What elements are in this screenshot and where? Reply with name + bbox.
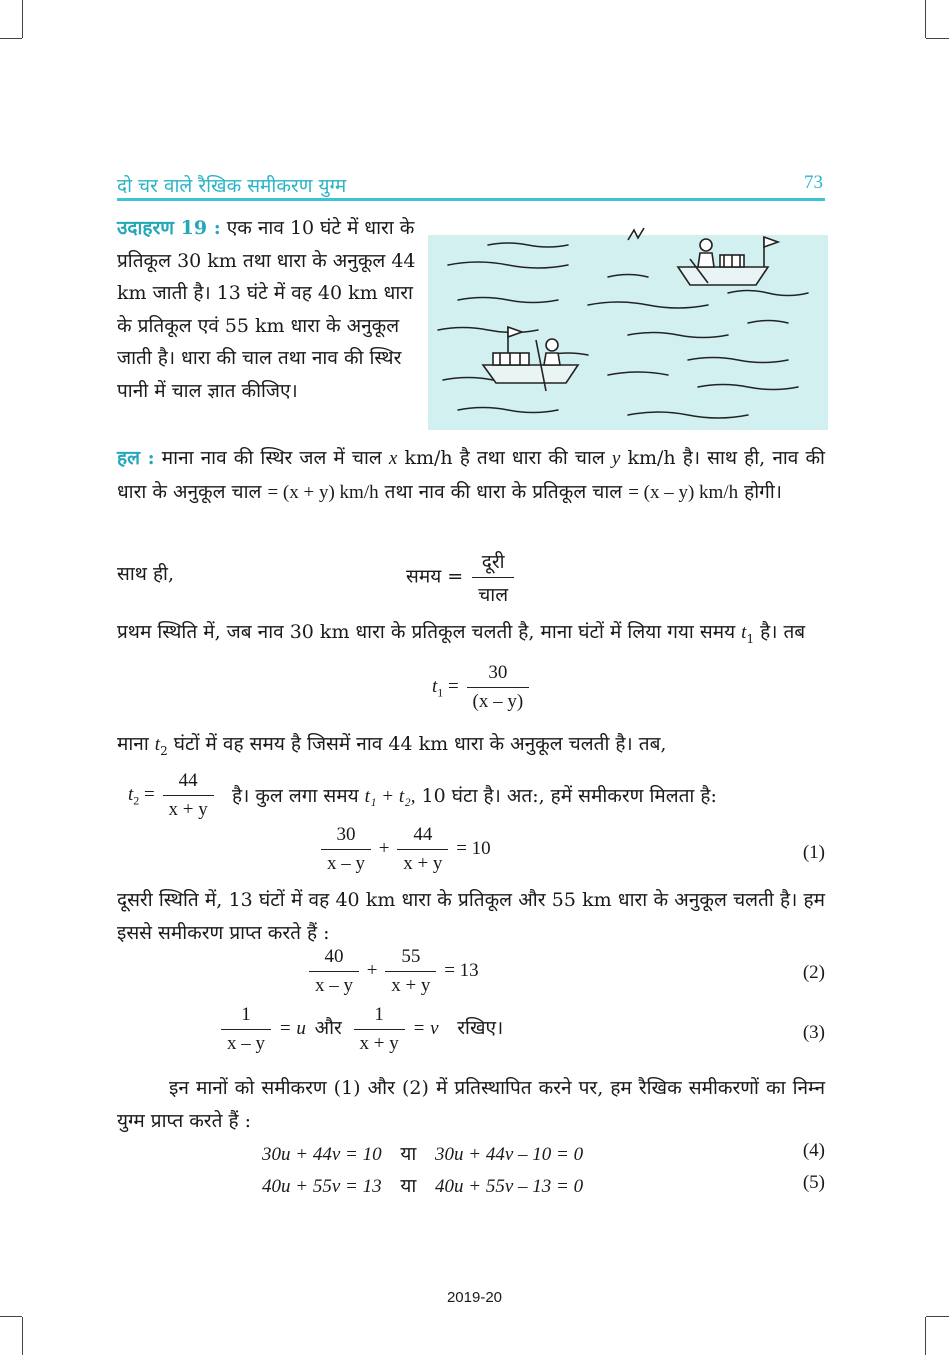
also-label: साथ ही,: [117, 563, 174, 585]
solution-para-2: प्रथम स्थिति में, जब नाव 30 km धारा के प्रतिकूल चलती है, माना घंटों में लिया गया समय $t_1$ है। तब: [117, 621, 806, 646]
equation-5: 40u + 55v = 13 या 40u + 55v – 13 = 0: [262, 1175, 584, 1197]
crop-mark: [0, 38, 22, 39]
crop-mark: [0, 1316, 22, 1317]
equation-3: $\frac{1}{x - y}$ = u और $\frac{1}{x + y}$ = v रखिए।: [218, 1004, 503, 1055]
equation-4: 30u + 44v = 10 या 30u + 44v – 10 = 0: [262, 1143, 584, 1165]
footer-year: 2019-20: [446, 1289, 503, 1306]
boats-illustration: [428, 205, 828, 430]
page-number: 73: [804, 172, 823, 193]
equation-1: $\frac{30}{x - y}$ + $\frac{44}{x + y}$ = 10: [318, 824, 491, 875]
example-statement: [117, 212, 423, 407]
equation-4-number: (4): [802, 1140, 825, 1161]
solution-para-3: माना $t_2$ घंटों में वह समय है जिसमें नाव 44 km धारा के अनुकूल चलती है। तब,: [117, 733, 667, 758]
header-rule: [117, 198, 825, 201]
crop-mark: [925, 1317, 926, 1355]
crop-mark: [22, 0, 23, 38]
chapter-title: दो चर वाले रैखिक समीकरण युग्म: [117, 175, 347, 197]
solution-para-5: दूसरी स्थिति में, 13 घंटों में वह 40 km धारा के प्रतिकूल और 55 km धारा के अनुकूल चलती है। हम इससे समीकरण प्राप्त करते हैं :: [117, 889, 825, 944]
example-label: उदाहरण 19 :: [117, 217, 221, 239]
equation-2: $\frac{40}{x - y}$ + $\frac{55}{x + y}$ = 13: [306, 946, 479, 997]
equation-2-number: (2): [802, 962, 825, 983]
solution-para-6: इन मानों को समीकरण (1) और (2) में प्रतिस्थापित करने पर, हम रैखिक समीकरणों का निम्न युग्म प्राप्त करते हैं :: [117, 1077, 825, 1132]
equation-1-number: (1): [802, 842, 825, 863]
solution-para-1: हल : माना नाव की स्थिर जल में चाल x km/h है तथा धारा की चाल y km/h है। साथ ही, नाव की धारा के अनुकूल चाल = (x + y) km/h तथा नाव की धारा के प्रतिकूल चाल = (x – y) km/h होगी।: [117, 447, 825, 503]
crop-mark: [22, 1317, 23, 1355]
crop-mark: [926, 38, 949, 39]
total-time-text: है। कुल लगा समय t₁ + t₂, 10 घंटा है। अत:, हमें समीकरण मिलता है:: [232, 785, 717, 807]
running-header: [117, 170, 825, 200]
solution-label: हल :: [117, 447, 155, 469]
crop-mark: [925, 0, 926, 38]
time-formula: समय = $\frac{\text{दूरी}}{\text{चाल}}$: [406, 548, 517, 607]
t2-equation: $t_2$ = $\frac{44}{x + y}$: [128, 770, 217, 821]
crop-mark: [926, 1316, 949, 1317]
equation-3-number: (3): [802, 1022, 825, 1043]
example-text: एक नाव 10 घंटे में धारा के प्रतिकूल 30 km तथा धारा के अनुकूल 44 km जाती है। 13 घंटे में वह 40 km धारा के प्रतिकूल एवं 55 km धारा के अनुकूल जाती है। धारा की चाल तथा नाव की स्थिर पानी में चाल ज्ञात कीजिए।: [117, 217, 416, 402]
equation-5-number: (5): [802, 1172, 825, 1193]
t1-equation: $t_1$ = $\frac{30}{(x - y)}$: [432, 662, 532, 713]
